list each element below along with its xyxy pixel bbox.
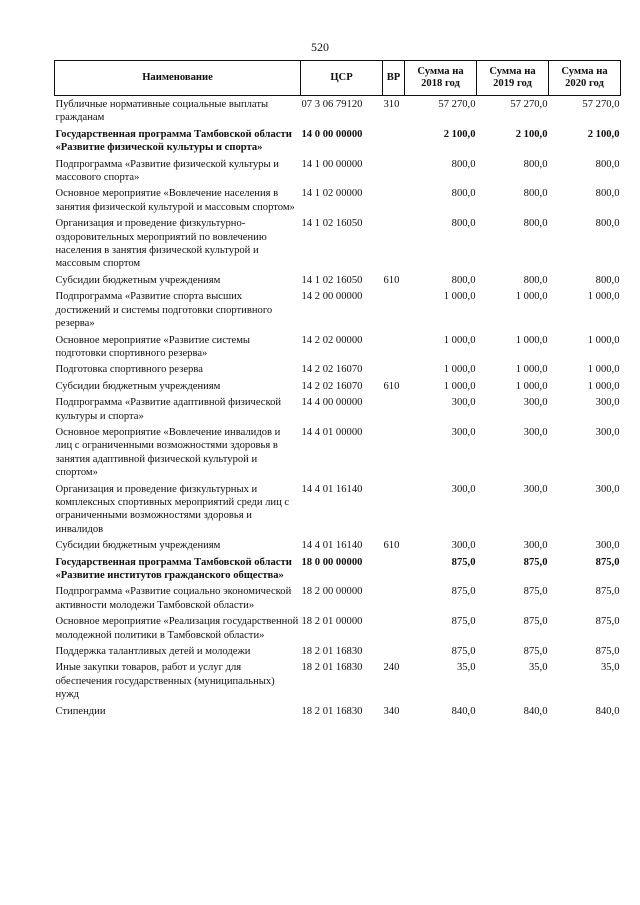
- row-vr-code: 610: [383, 540, 400, 552]
- row-vr-code: [383, 187, 405, 217]
- row-sum-2019: 1 000,0: [515, 334, 548, 346]
- row-sum-2020: 875,0: [595, 556, 620, 568]
- row-sum-2019: 300,0: [523, 483, 548, 495]
- row-vr-code: [383, 426, 405, 483]
- row-vr-code: 610: [383, 380, 400, 392]
- row-name: Иные закупки товаров, работ и услуг для обеспечения государственных (муниципальных) нужд: [55, 662, 275, 701]
- row-name: Основное мероприятие «Вовлечение инвалидов и лиц с ограниченными возможностями здоровья в занятия адаптивной физической культурой и спортом»: [55, 426, 281, 479]
- row-csr-code: 18 2 01 16830: [301, 705, 363, 717]
- row-name: Поддержка талантливых детей и молодежи: [55, 646, 251, 658]
- row-sum-2020: 800,0: [595, 218, 620, 230]
- row-sum-2018: 800,0: [451, 218, 476, 230]
- row-csr-code: 14 4 01 16140: [301, 483, 363, 495]
- row-csr-code: 18 2 01 16830: [301, 662, 363, 674]
- row-sum-2020: 300,0: [595, 483, 620, 495]
- row-csr-code: 18 2 01 00000: [301, 616, 363, 628]
- header-sum-2020: Сумма на 2020 год: [549, 61, 621, 96]
- row-sum-2018: 1 000,0: [443, 291, 476, 303]
- table-row: [55, 426, 621, 483]
- row-sum-2018: 2 100,0: [443, 128, 476, 140]
- row-vr-code: [383, 556, 405, 586]
- row-sum-2019: 875,0: [523, 616, 548, 628]
- row-name: Субсидии бюджетным учреждениям: [55, 540, 221, 552]
- table-row: [55, 483, 621, 540]
- table-row: [55, 128, 621, 158]
- row-sum-2020: 1 000,0: [587, 380, 620, 392]
- row-sum-2020: 1 000,0: [587, 291, 620, 303]
- row-csr-code: 14 2 02 00000: [301, 334, 363, 346]
- row-name: Подпрограмма «Развитие спорта высших достижений и системы подготовки спортивного резерва»: [55, 291, 273, 330]
- row-csr-code: 18 2 00 00000: [301, 586, 363, 598]
- row-name: Государственная программа Тамбовской области «Развитие институтов гражданского общества»: [55, 556, 292, 581]
- row-csr-code: 14 2 00 00000: [301, 291, 363, 303]
- row-sum-2020: 300,0: [595, 426, 620, 438]
- row-sum-2020: 875,0: [595, 616, 620, 628]
- table-row: [55, 705, 621, 721]
- row-sum-2018: 35,0: [456, 662, 476, 674]
- row-name: Подпрограмма «Развитие физической культуры и массового спорта»: [55, 158, 279, 184]
- table-row: [55, 290, 621, 333]
- row-name: Основное мероприятие «Развитие системы подготовки спортивного резерва»: [55, 334, 251, 359]
- row-sum-2020: 57 270,0: [582, 99, 620, 110]
- row-vr-code: 610: [383, 274, 400, 286]
- row-sum-2018: 300,0: [451, 483, 476, 495]
- table-row: [55, 187, 621, 217]
- row-vr-code: [383, 483, 405, 540]
- row-name: Подготовка спортивного резерва: [55, 364, 203, 376]
- row-sum-2018: 1 000,0: [443, 380, 476, 392]
- row-sum-2020: 1 000,0: [587, 334, 620, 346]
- row-vr-code: 240: [383, 662, 400, 674]
- row-sum-2018: 300,0: [451, 426, 476, 438]
- row-name: Организация и проведение физкультурно-оздоровительных мероприятий по вовлечению населения в занятия физической культурой и массовым спортом: [55, 218, 267, 270]
- row-csr-code: 14 1 02 16050: [301, 218, 363, 230]
- row-csr-code: 14 2 02 16070: [301, 364, 363, 376]
- table-row: [55, 539, 621, 555]
- row-sum-2019: 300,0: [523, 426, 548, 438]
- row-sum-2019: 1 000,0: [515, 364, 548, 376]
- table-body: [55, 96, 621, 722]
- row-sum-2018: 840,0: [451, 705, 476, 717]
- row-sum-2020: 300,0: [595, 397, 620, 409]
- row-sum-2020: 300,0: [595, 540, 620, 552]
- table-row: [55, 556, 621, 586]
- row-vr-code: [383, 334, 405, 364]
- row-csr-code: 14 0 00 00000: [301, 128, 363, 140]
- row-sum-2018: 800,0: [451, 188, 476, 200]
- row-sum-2018: 57 270,0: [438, 99, 476, 110]
- row-sum-2019: 2 100,0: [515, 128, 548, 140]
- row-name: Подпрограмма «Развитие адаптивной физической культуры и спорта»: [55, 397, 282, 422]
- row-csr-code: 14 4 01 00000: [301, 426, 363, 438]
- table-row: [55, 217, 621, 274]
- row-vr-code: [383, 217, 405, 274]
- row-sum-2019: 800,0: [523, 218, 548, 230]
- row-sum-2019: 840,0: [523, 705, 548, 717]
- row-vr-code: [383, 585, 405, 615]
- row-vr-code: [383, 290, 405, 333]
- header-sum-2018: Сумма на 2018 год: [405, 61, 477, 96]
- row-vr-code: [383, 645, 405, 661]
- row-sum-2020: 2 100,0: [587, 128, 620, 140]
- row-csr-code: 14 1 02 16050: [301, 274, 363, 286]
- header-sum-2019: Сумма на 2019 год: [477, 61, 549, 96]
- row-vr-code: [383, 615, 405, 645]
- row-sum-2018: 1 000,0: [443, 334, 476, 346]
- row-csr-code: 07 3 06 79120: [301, 99, 363, 110]
- header-csr: ЦСР: [301, 61, 383, 96]
- row-sum-2018: 300,0: [451, 540, 476, 552]
- row-csr-code: 18 2 01 16830: [301, 646, 363, 658]
- row-name: Основное мероприятие «Вовлечение населения в занятия физической культурой и массовым спортом»: [55, 188, 295, 213]
- row-sum-2020: 875,0: [595, 586, 620, 598]
- row-name: Подпрограмма «Развитие социально экономической активности молодежи Тамбовской области»: [55, 586, 292, 611]
- page-number: 520: [311, 40, 329, 54]
- row-sum-2019: 57 270,0: [510, 99, 548, 110]
- row-vr-code: 310: [383, 99, 400, 110]
- row-sum-2018: 1 000,0: [443, 364, 476, 376]
- table-row: [55, 96, 621, 128]
- row-name: Государственная программа Тамбовской области «Развитие физической культуры и спорта»: [55, 128, 292, 154]
- row-sum-2019: 800,0: [523, 188, 548, 200]
- row-sum-2018: 800,0: [451, 274, 476, 286]
- row-sum-2019: 1 000,0: [515, 291, 548, 303]
- table-row: [55, 645, 621, 661]
- row-vr-code: [383, 128, 405, 158]
- row-sum-2019: 875,0: [523, 556, 548, 568]
- row-sum-2018: 300,0: [451, 397, 476, 409]
- row-name: Субсидии бюджетным учреждениям: [55, 380, 221, 392]
- row-vr-code: [383, 396, 405, 426]
- row-sum-2020: 35,0: [600, 662, 620, 674]
- row-vr-code: [383, 363, 405, 379]
- row-sum-2020: 1 000,0: [587, 364, 620, 376]
- row-csr-code: 14 1 00 00000: [301, 158, 363, 170]
- row-sum-2018: 875,0: [451, 646, 476, 658]
- header-vr: ВР: [383, 61, 405, 96]
- row-sum-2020: 800,0: [595, 274, 620, 286]
- table-row: [55, 158, 621, 188]
- row-sum-2018: 875,0: [451, 556, 476, 568]
- table-row: [55, 585, 621, 615]
- row-vr-code: 340: [383, 705, 400, 717]
- row-sum-2018: 800,0: [451, 158, 476, 170]
- row-sum-2019: 1 000,0: [515, 380, 548, 392]
- table-row: [55, 274, 621, 290]
- row-vr-code: [383, 158, 405, 188]
- table-row: [55, 396, 621, 426]
- header-name: Наименование: [55, 61, 301, 96]
- row-csr-code: 14 1 02 00000: [301, 188, 363, 200]
- row-sum-2018: 875,0: [451, 586, 476, 598]
- row-sum-2020: 840,0: [595, 705, 620, 717]
- table-row: [55, 363, 621, 379]
- table-row: [55, 380, 621, 396]
- row-sum-2018: 875,0: [451, 616, 476, 628]
- table-row: [55, 334, 621, 364]
- row-name: Публичные нормативные социальные выплаты гражданам: [55, 99, 269, 124]
- row-name: Стипендии: [55, 705, 106, 717]
- row-sum-2020: 800,0: [595, 188, 620, 200]
- budget-table: [54, 60, 621, 721]
- row-sum-2019: 875,0: [523, 646, 548, 658]
- row-sum-2019: 800,0: [523, 274, 548, 286]
- row-csr-code: 14 4 01 16140: [301, 540, 363, 552]
- table-row: [55, 615, 621, 645]
- row-csr-code: 14 2 02 16070: [301, 380, 363, 392]
- table-header: [55, 61, 621, 96]
- row-sum-2020: 800,0: [595, 158, 620, 170]
- row-name: Организация и проведение физкультурных и комплексных спортивных мероприятий среди лиц с ограниченными возможностями здоровья и инвалидов: [55, 483, 290, 535]
- table-row: [55, 661, 621, 704]
- row-name: Основное мероприятие «Реализация государственной молодежной политики в Тамбовской области»: [55, 616, 299, 641]
- row-sum-2019: 875,0: [523, 586, 548, 598]
- row-csr-code: 18 0 00 00000: [301, 556, 363, 568]
- row-csr-code: 14 4 00 00000: [301, 397, 363, 409]
- row-sum-2019: 800,0: [523, 158, 548, 170]
- row-sum-2019: 35,0: [528, 662, 548, 674]
- row-sum-2019: 300,0: [523, 540, 548, 552]
- row-sum-2019: 300,0: [523, 397, 548, 409]
- row-sum-2020: 875,0: [595, 646, 620, 658]
- row-name: Субсидии бюджетным учреждениям: [55, 274, 221, 286]
